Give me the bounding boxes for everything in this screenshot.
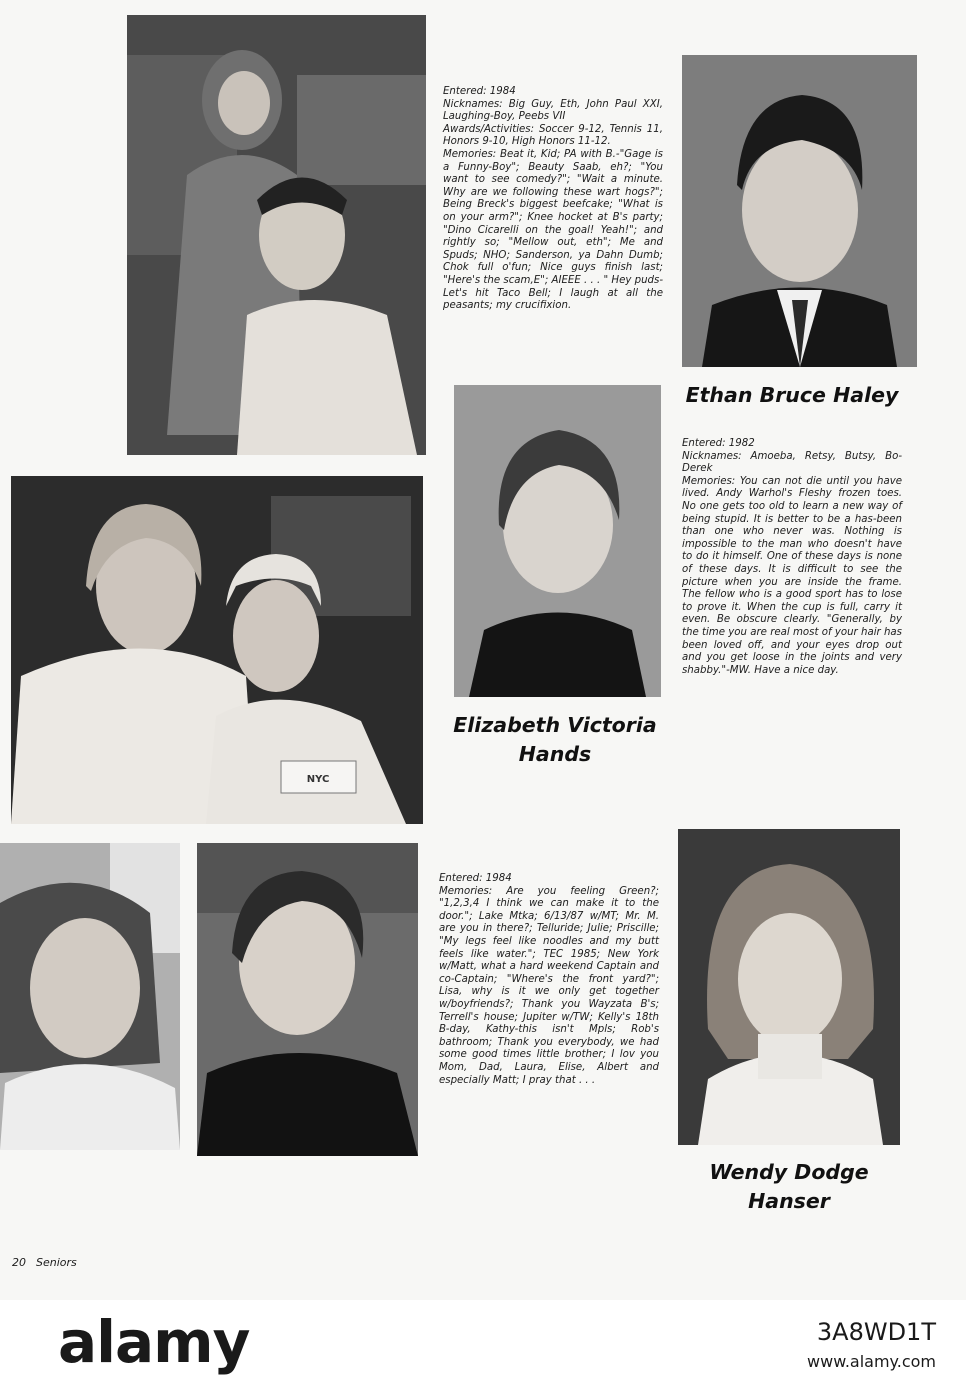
name-wendy-line1: Wendy Dodge xyxy=(709,1160,869,1184)
portrait-elizabeth xyxy=(454,385,661,697)
name-ethan-haley xyxy=(672,381,912,410)
name-wendy-line2: Hanser xyxy=(748,1189,830,1213)
entered-ethan: Entered: 1984 xyxy=(443,86,516,97)
page-footer xyxy=(12,1256,77,1269)
name-ethan-line1: Ethan Bruce Haley xyxy=(685,383,899,407)
memories-wendy: Memories: Are you feeling Green?; "1,2,3,4 I think we can make it to the door."; Lake Mtka; 6/13/87 w/MT; Mr. M. are you in there?; Telluride; Julie; Priscille; "My legs feel like noodles and my butt feels like water."; TEC 1985; New York w/Matt, what a hard weekend Captain and co-Captain; "Where's the front yard?"; Lisa, why is it we only get together w/boyfriends?; Thank you Wayzata B's; Terrell's house; Jupiter w/TW; Kelly's 18th B-day, Kathy-this isn't Mpls; Rob's bathroom; Thank you everybody, we had some good times little brother; I lov you Mom, Dad, Laura, Elise, Albert and especially Matt; I pray that . . . xyxy=(439,885,659,1086)
memories-elizabeth: Memories: You can not die until you have lived. Andy Warhol's Fleshy frozen toes. No one gets too old to learn a new way of being stupid. It is better to be a has-been than one who never was. Nothing is impossible to the man who doesn't have to do it himself. One of these days is none of these days. It is difficult to see the picture when you are inside the frame. The fellow who is a good sport has to lose to prove it. When the cup is full, carry it even. Be obscure clearly. "Generally, by the time you are real most of your hair has been loved off, and your eyes drop out and you get loose in the joints and very shabby."-MW. Have a nice day. xyxy=(682,475,902,676)
bio-elizabeth-hands xyxy=(682,438,902,677)
memories-ethan: Memories: Beat it, Kid; PA with B.-"Gage is a Funny-Boy"; Beauty Saab, eh?; "You want to see comedy?"; "Wait a minute. Why are we following these wart hogs?"; Being Breck's biggest beefcake; "What is on your arm?"; Knee hocket at B's party; "Dino Cicarelli on the goal! Yeah!"; and rightly so; "Mellow out, eth"; Me and Spuds; NHO; Sanderson, ya Dahn Dumb; Chok full o'fun; Nice guys finish last; "Here's the scam,E"; AIEEE . . . " Hey puds-Let's hit Taco Bell; I laugh at all the peasants; my crucifixion. xyxy=(443,148,663,312)
section-title: Seniors xyxy=(36,1256,77,1269)
nicknames-ethan: Nicknames: Big Guy, Eth, John Paul XXI, Laughing-Boy, Peebs VII xyxy=(443,98,663,123)
bio-ethan-haley xyxy=(443,86,663,313)
entered-elizabeth: Entered: 1982 xyxy=(682,438,755,449)
page-number: 20 xyxy=(12,1256,26,1269)
name-elizabeth-line2: Hands xyxy=(518,742,592,766)
portrait-ethan xyxy=(682,55,917,367)
bio-wendy-hanser xyxy=(439,873,659,1087)
shirt-print-text: NYC xyxy=(306,774,330,785)
name-elizabeth-line1: Elizabeth Victoria xyxy=(453,713,657,737)
candid-photo-ethan xyxy=(127,15,426,455)
watermark-url: www.alamy.com xyxy=(807,1352,936,1371)
name-wendy-hanser xyxy=(674,1158,904,1216)
name-elizabeth-hands xyxy=(440,711,670,769)
candid-photo-wendy-2 xyxy=(197,843,418,1156)
awards-ethan: Awards/Activities: Soccer 9-12, Tennis 11, Honors 9-10, High Honors 11-12. xyxy=(443,123,663,148)
portrait-wendy xyxy=(678,829,900,1145)
nicknames-elizabeth: Nicknames: Amoeba, Retsy, Butsy, Bo-Derek xyxy=(682,450,902,475)
entered-wendy: Entered: 1984 xyxy=(439,873,512,884)
candid-photo-two-girls xyxy=(11,476,423,824)
watermark-logo: alamy xyxy=(58,1308,250,1376)
candid-photo-wendy-1 xyxy=(0,843,180,1150)
watermark-image-id: 3A8WD1T xyxy=(816,1318,936,1346)
